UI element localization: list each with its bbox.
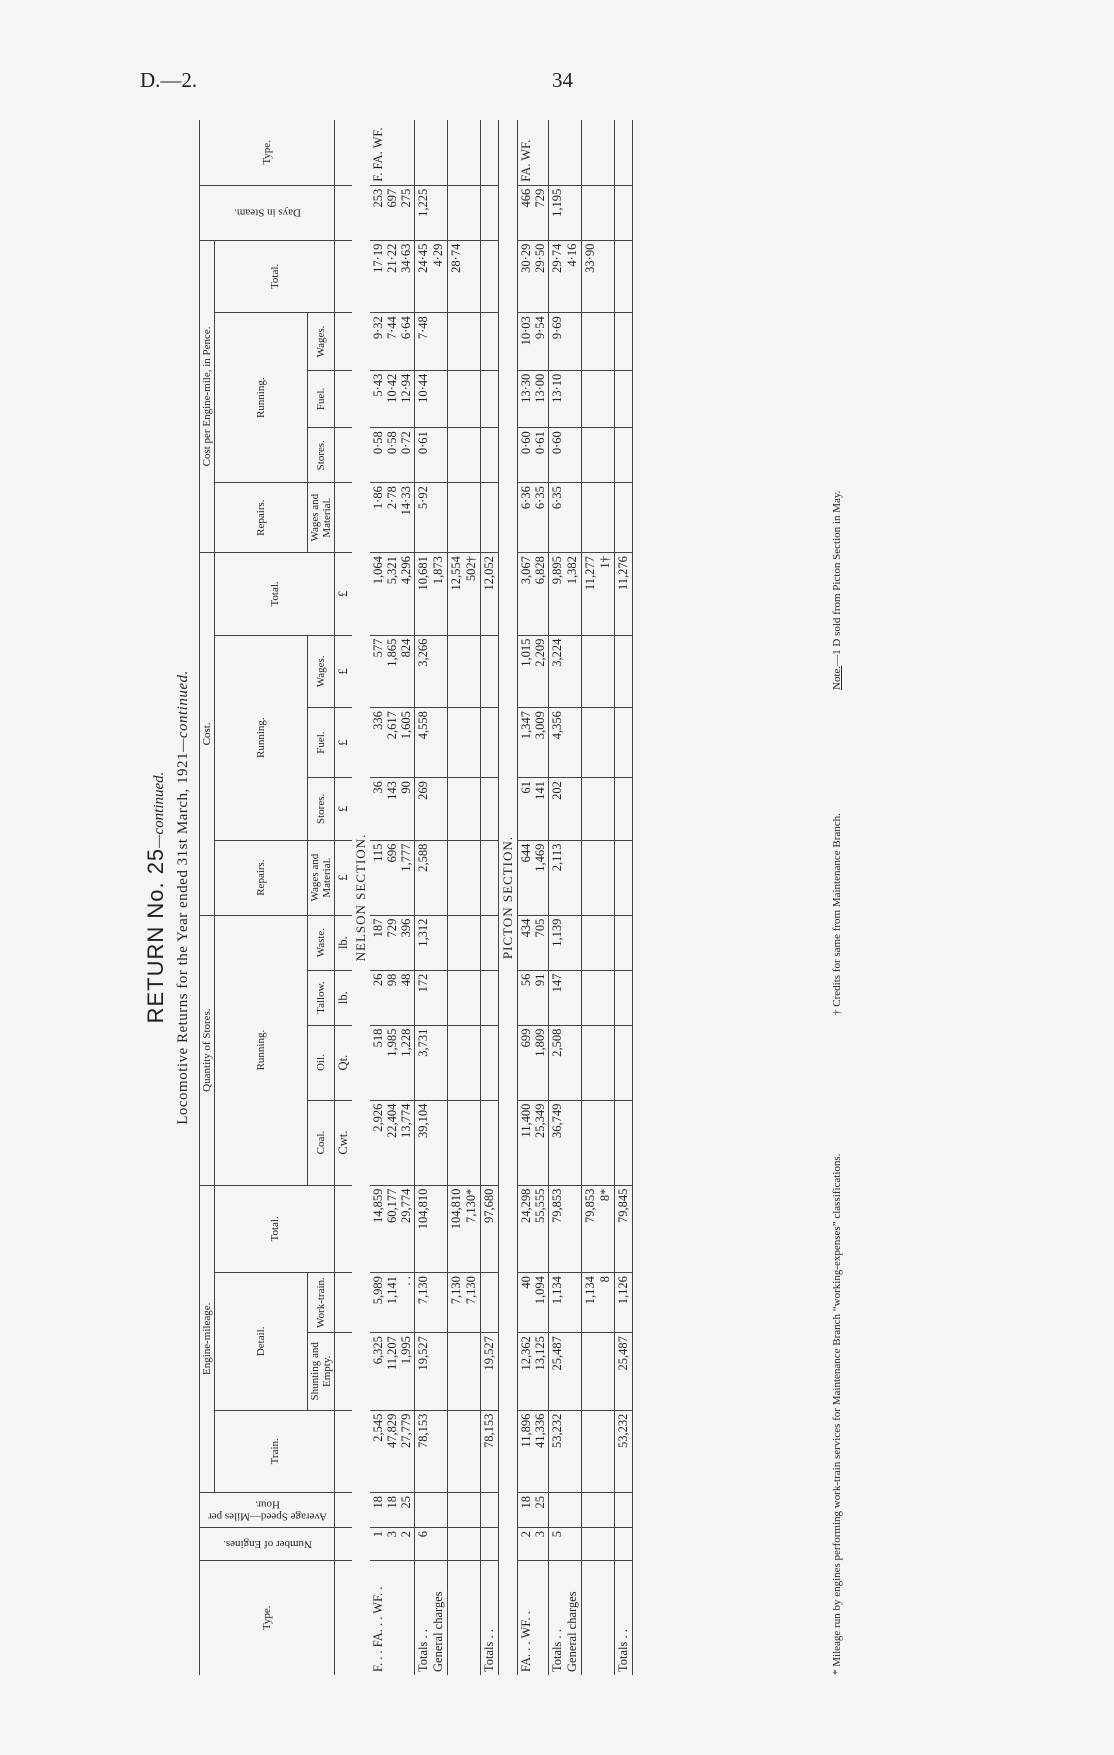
- nelson-sub-work: 7,130: [449, 1276, 463, 1305]
- picton-gc-cost-total: 1,382: [565, 556, 579, 585]
- picton-engines: 2 3: [518, 1528, 549, 1560]
- picton-totals-pence-stores: 0·60: [549, 428, 582, 483]
- picton-totals-cost-wages: 3,224: [549, 635, 582, 707]
- header-cost-wages-material: Wages and Material.: [308, 840, 335, 915]
- nelson-final-label: Totals . .: [481, 1560, 499, 1675]
- units-row: [335, 120, 353, 1675]
- nelson-totals-pence-total: 24·45: [416, 243, 430, 273]
- picton-waste: 434 705: [518, 915, 549, 970]
- picton-final-cost-total: 11,276: [615, 553, 633, 636]
- unit-oil: Qt.: [335, 1025, 353, 1100]
- picton-final-train: 53,232: [615, 1410, 633, 1492]
- picton-pence-total: 30·29 29·50: [518, 240, 549, 313]
- nelson-work: 5,989 1,141 . .: [370, 1273, 415, 1333]
- nelson-waste: 187 729 396: [370, 915, 415, 970]
- nelson-section-title: NELSON SECTION.: [353, 833, 368, 962]
- note-label: Note.: [831, 665, 843, 690]
- unit-total: £: [335, 553, 353, 636]
- picton-sub-pence-total: 33·90: [582, 240, 615, 313]
- nelson-pence-stores: 0·58 0·58 0·72: [370, 428, 415, 483]
- header-cost-fuel: Fuel.: [308, 708, 335, 778]
- nelson-totals-waste: 1,312: [415, 915, 448, 970]
- nelson-totals-shunting: 19,527: [415, 1333, 448, 1410]
- header-cost: Cost.: [200, 553, 215, 915]
- picton-pence-repairs: 6·36 6·35: [518, 483, 549, 553]
- header-cost-running: Running.: [215, 635, 308, 840]
- nelson-pence-total: 17·19 21·22 34·63: [370, 240, 415, 313]
- unit-tallow: lb.: [335, 970, 353, 1025]
- nelson-totals-cost-wages: 3,266: [415, 635, 448, 707]
- nelson-total: 14,859 60,177 29,774: [370, 1185, 415, 1273]
- header-days-in-steam: Days in Steam.: [200, 185, 335, 240]
- picton-pence-fuel: 13·30 13·00: [518, 370, 549, 427]
- header-type: Type.: [200, 1560, 335, 1675]
- picton-shunting: 12,362 13,125: [518, 1333, 549, 1410]
- picton-sub-cost-total2: 1†: [598, 556, 612, 569]
- nelson-type-rows: [370, 120, 415, 1675]
- nelson-oil: 518 1,985 1,228: [370, 1025, 415, 1100]
- picton-totals-pence-total: 29·74: [550, 243, 564, 273]
- note-text: —1 D sold from Picton Section in May.: [831, 490, 843, 666]
- return-title: RETURN No. 25—continued.: [143, 771, 168, 1024]
- nelson-totals-cost-stores: 269: [415, 778, 448, 840]
- picton-final-work: 1,126: [615, 1273, 633, 1333]
- picton-gc-label: General charges: [565, 1591, 579, 1672]
- return-subtitle: Locomotive Returns for the Year ended 31st March, 1921—continued.: [175, 670, 191, 1125]
- nelson-pence-repairs: 1·86 2·78 14·33: [370, 483, 415, 553]
- picton-work: 40 1,094: [518, 1273, 549, 1333]
- nelson-coal: 2,926 22,404 13,774: [370, 1100, 415, 1185]
- nelson-gc-cost-total: 1,873: [431, 556, 445, 585]
- picton-totals-total: 79,853: [549, 1185, 582, 1273]
- nelson-final-total: 97,680: [481, 1185, 499, 1273]
- nelson-totals-row: [415, 120, 448, 1675]
- header-mileage-total: Total.: [215, 1185, 335, 1273]
- nelson-gc-label: General charges: [431, 1591, 445, 1672]
- nelson-days: 253 697 275: [370, 185, 415, 240]
- nelson-pence-wages: 9·32 7·44 6·64: [370, 313, 415, 370]
- picton-totals-cost-stores: 202: [549, 778, 582, 840]
- picton-totals-pence-repairs: 6·35: [549, 483, 582, 553]
- picton-totals-days: 1,195: [549, 185, 582, 240]
- picton-totals-row: [549, 120, 582, 1675]
- picton-oil: 699 1,809: [518, 1025, 549, 1100]
- picton-sub-row: [582, 120, 615, 1675]
- header-cost-per-mile: Cost per Engine-mile, in Pence.: [200, 240, 215, 552]
- picton-totals-tallow: 147: [549, 970, 582, 1025]
- nelson-totals-coal: 39,104: [415, 1100, 448, 1185]
- header-num-engines: Number of Engines.: [200, 1528, 335, 1560]
- picton-total: 24,298 55,555: [518, 1185, 549, 1273]
- picton-cost-stores: 61 141: [518, 778, 549, 840]
- nelson-totals-tallow: 172: [415, 970, 448, 1025]
- header-cost-stores: Stores.: [308, 778, 335, 840]
- unit-repairs: £: [335, 840, 353, 915]
- picton-days: 466 729: [518, 185, 549, 240]
- nelson-types-right: F. FA. WF.: [370, 120, 415, 185]
- nelson-totals-engines: 6: [415, 1528, 448, 1560]
- picton-pence-stores: 0·60 0·61: [518, 428, 549, 483]
- nelson-final-cost-total: 12,052: [481, 553, 499, 636]
- picton-cost-fuel: 1,347 3,009: [518, 708, 549, 778]
- header-cost-wages: Wages.: [308, 635, 335, 707]
- picton-totals-pence-fuel: 13·10: [549, 370, 582, 427]
- header-coal: Coal.: [308, 1100, 335, 1185]
- nelson-train: 2,545 47,829 27,779: [370, 1410, 415, 1492]
- picton-final-total: 79,845: [615, 1185, 633, 1273]
- picton-totals-work: 1,134: [549, 1273, 582, 1333]
- header-oil: Oil.: [308, 1025, 335, 1100]
- picton-types-right: FA. WF.: [518, 120, 549, 185]
- nelson-totals-pence-fuel: 10·44: [415, 370, 448, 427]
- header-tallow: Tallow.: [308, 970, 335, 1025]
- picton-sub-cost-total: 11,277: [583, 556, 597, 591]
- nelson-totals-oil: 3,731: [415, 1025, 448, 1100]
- picton-totals-shunting: 25,487: [549, 1333, 582, 1410]
- picton-types: FA. . . WF. .: [518, 1560, 549, 1675]
- unit-coal: Cwt.: [335, 1100, 353, 1185]
- picton-tallow: 56 91: [518, 970, 549, 1025]
- nelson-final-shunting: 19,527: [481, 1333, 499, 1410]
- rotated-return-page: [143, 120, 873, 1675]
- nelson-totals-pence-wages: 7·48: [415, 313, 448, 370]
- nelson-sub-row: [448, 120, 481, 1675]
- nelson-totals-total: 104,810: [415, 1185, 448, 1273]
- nelson-totals-cost-repairs: 2,588: [415, 840, 448, 915]
- nelson-totals-cost-total: 10,681: [416, 556, 430, 591]
- nelson-sub-cost-total2: 502†: [464, 556, 478, 582]
- nelson-sub-cost-total: 12,554: [449, 556, 463, 591]
- header-type-right: Type.: [200, 120, 335, 185]
- nelson-final-row: [481, 120, 499, 1675]
- picton-totals-cost-fuel: 4,356: [549, 708, 582, 778]
- nelson-cost-wages: 577 1,865 824: [370, 635, 415, 707]
- page-reference: D.—2.: [140, 68, 198, 92]
- page-number: 34: [552, 68, 573, 92]
- nelson-totals-work: 7,130: [415, 1273, 448, 1333]
- header-pence-fuel: Fuel.: [308, 370, 335, 427]
- picton-speed: 18 25: [518, 1493, 549, 1528]
- unit-waste: lb.: [335, 915, 353, 970]
- nelson-totals-label: Totals . .: [416, 1629, 430, 1672]
- unit-wages: £: [335, 635, 353, 707]
- picton-coal: 11,400 25,349: [518, 1100, 549, 1185]
- header-train: Train.: [215, 1410, 335, 1492]
- picton-final-label: Totals . .: [615, 1560, 633, 1675]
- nelson-pence-fuel: 5·43 10·42 12·94: [370, 370, 415, 427]
- header-stores-running: Running.: [215, 915, 308, 1185]
- nelson-sub-total: 104,810: [449, 1188, 463, 1230]
- header-pence-wages: Wages.: [308, 313, 335, 370]
- picton-totals-engines: 5: [549, 1528, 582, 1560]
- header-avg-speed: Average Speed—Miles per Hour.: [200, 1493, 335, 1528]
- header-shunting: Shunting and Empty.: [308, 1333, 335, 1410]
- unit-stores: £: [335, 778, 353, 840]
- header-pence-repairs: Repairs.: [215, 483, 308, 553]
- header-cost-total: Total.: [215, 553, 335, 636]
- header-engine-mileage: Engine-mileage.: [200, 1185, 215, 1492]
- picton-totals-label: Totals . .: [550, 1629, 564, 1672]
- nelson-tallow: 26 98 48: [370, 970, 415, 1025]
- picton-totals-coal: 36,749: [549, 1100, 582, 1185]
- nelson-cost-fuel: 336 2,617 1,605: [370, 708, 415, 778]
- picton-final-shunting: 25,487: [615, 1333, 633, 1410]
- picton-section-title: PICTON SECTION.: [500, 835, 515, 960]
- picton-sub-total2: 8*: [598, 1188, 612, 1202]
- picton-totals-cost-total: 9,895: [550, 556, 564, 585]
- header-pence-running: Running.: [215, 313, 308, 483]
- picton-cost-total: 3,067 6,828: [518, 553, 549, 636]
- picton-totals-pence-wages: 9·69: [549, 313, 582, 370]
- nelson-totals-train: 78,153: [415, 1410, 448, 1492]
- nelson-cost-repairs: 115 696 1,777: [370, 840, 415, 915]
- picton-final-row: [615, 120, 633, 1675]
- header-waste: Waste.: [308, 915, 335, 970]
- nelson-totals-cost-fuel: 4,558: [415, 708, 448, 778]
- picton-cost-repairs: 644 1,469: [518, 840, 549, 915]
- header-pence-stores: Stores.: [308, 428, 335, 483]
- nelson-sub-pence-total: 28·74: [448, 240, 481, 313]
- locomotive-returns-table: [199, 120, 633, 1675]
- nelson-final-train: 78,153: [481, 1410, 499, 1492]
- nelson-cost-stores: 36 143 90: [370, 778, 415, 840]
- nelson-cost-total: 1,064 5,321 4,296: [370, 553, 415, 636]
- nelson-types: F. . . FA. . . WF. .: [371, 1586, 385, 1672]
- picton-totals-cost-repairs: 2,113: [549, 840, 582, 915]
- picton-totals-waste: 1,139: [549, 915, 582, 970]
- footnote-note: [831, 491, 843, 690]
- picton-sub-work2: 8: [598, 1276, 612, 1283]
- picton-totals-train: 53,232: [549, 1410, 582, 1492]
- header-detail: Detail.: [215, 1273, 308, 1410]
- nelson-speed: 18 18 25: [370, 1493, 415, 1528]
- footnote-star: * Mileage run by engines performing work-train services for Maintenance Branch “working-expenses” classifications.: [831, 1153, 843, 1675]
- nelson-totals-pence-stores: 0·61: [415, 428, 448, 483]
- picton-cost-wages: 1,015 2,209: [518, 635, 549, 707]
- picton-train: 11,896 41,336: [518, 1410, 549, 1492]
- picton-sub-work: 1,134: [583, 1276, 597, 1305]
- nelson-engines: 1 3 2: [370, 1528, 415, 1560]
- picton-sub-total: 79,853: [583, 1188, 597, 1223]
- footnote-dagger: † Credits for same from Maintenance Branch.: [831, 813, 843, 1015]
- nelson-totals-days: 1,225: [415, 185, 448, 240]
- nelson-gc-pence-total: 4·29: [431, 243, 445, 267]
- nelson-sub-total2: 7,130*: [464, 1188, 478, 1223]
- picton-totals-oil: 2,508: [549, 1025, 582, 1100]
- header-pence-total: Total.: [215, 240, 335, 313]
- header-pence-wages-material: Wages and Material.: [308, 483, 335, 553]
- picton-type-rows: [518, 120, 549, 1675]
- nelson-sub-work2: 7,130: [464, 1276, 478, 1305]
- header-cost-repairs: Repairs.: [215, 840, 308, 915]
- picton-gc-pence-total: 4·16: [565, 243, 579, 267]
- header-quantity-stores: Quantity of Stores.: [200, 915, 215, 1185]
- picton-pence-wages: 10·03 9·54: [518, 313, 549, 370]
- nelson-shunting: 6,325 11,207 1,995: [370, 1333, 415, 1410]
- header-work-train: Work-train.: [308, 1273, 335, 1333]
- unit-fuel: £: [335, 708, 353, 778]
- nelson-totals-pence-repairs: 5·92: [415, 483, 448, 553]
